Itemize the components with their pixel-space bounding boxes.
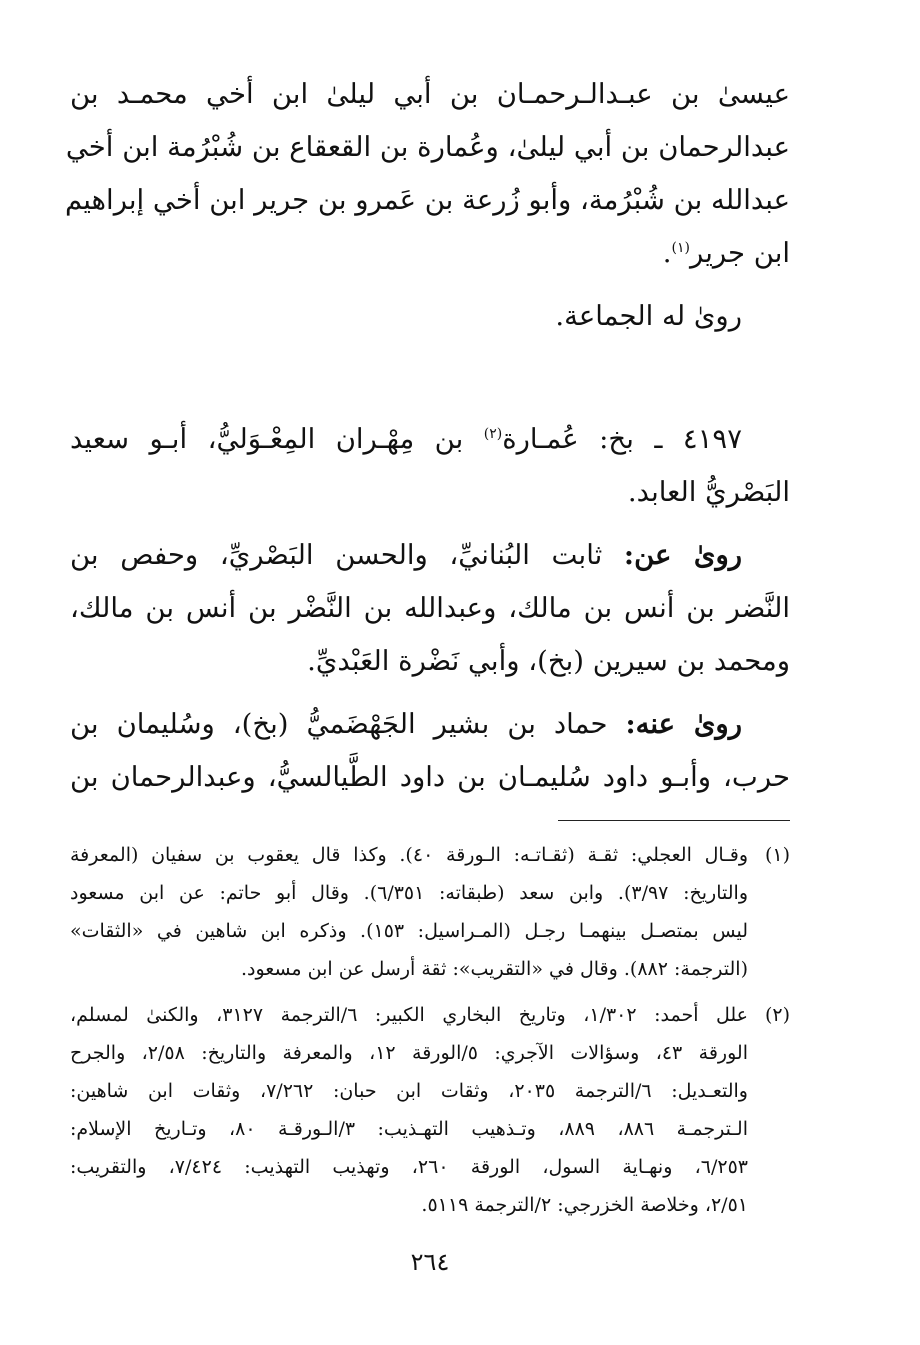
footnote-line: علل أحمد: ١/٣٠٢، وتاريخ البخاري الكبير: ٦/الترجمة ٣١٢٧، والكنىٰ لمسلم، (70, 1004, 748, 1026)
text-line (70, 529, 790, 582)
entry-name: عُمـارة (502, 423, 579, 455)
text-line: عيسىٰ بن عبـدالـرحمـان بن أبي ليلىٰ ابن أخي محمـد بن (70, 78, 790, 110)
text-segment: ابن جرير (690, 237, 790, 269)
footnote-line: ٢/٥١، وخلاصة الخزرجي: ٢/الترجمة ٥١١٩. (421, 1194, 748, 1216)
narrated-from-label: روىٰ عن: (623, 539, 743, 571)
text-segment: ثابت البُنانيِّ، والحسن البَصْريِّ، وحفص بن (70, 539, 603, 571)
text-segment: حماد بن بشير الجَهْضَميُّ (بخ)، وسُليمان بن (70, 708, 608, 740)
riwaya-paragraph (70, 290, 790, 343)
footnote-body (70, 836, 748, 988)
footnote-divider (558, 820, 790, 821)
footnote-line: والتعـديل: ٦/الترجمة ٢٠٣٥، وثقات ابن حبان: ٧/٢٦٢، وثقات ابن شاهين: (70, 1080, 748, 1102)
entry-name-rest: بن مِهْـران المِعْـوَليُّ، أبـو سعيد (70, 423, 464, 455)
footnote-line: الورقة ٤٣، وسؤالات الآجري: ٥/الورقة ١٢، والمعرفة والتاريخ: ٢/٥٨، والجرح (70, 1042, 748, 1064)
text-line (70, 698, 790, 751)
text-line: عبدالرحمان بن أبي ليلىٰ، وعُمارة بن القعقاع بن شُبْرُمة ابن أخي (65, 131, 790, 163)
entry-number: ٤١٩٧ ـ بخ: (599, 423, 742, 455)
footnote (70, 996, 790, 1224)
riwaya-line: روىٰ له الجماعة. (555, 300, 742, 332)
entry-title-line: البَصْريُّ العابد. (627, 476, 790, 508)
footnote-reference[interactable]: (١) (671, 239, 691, 256)
narrated-by-paragraph (70, 698, 790, 804)
text-line: حرب، وأبـو داود سُليمـان بن داود الطَّيالسيُّ، وعبدالرحمان بن (70, 761, 790, 793)
footnote-line: (الترجمة: ٨٨٢). وقال في «التقريب»: ثقة أرسل عن ابن مسعود. (240, 958, 748, 980)
book-page (64, 68, 790, 1298)
footnote-number: (١) (764, 844, 790, 866)
footnotes-section (70, 836, 790, 1232)
footnote-body (70, 996, 748, 1224)
text-line: ومحمد بن سيرين (بخ)، وأبي نَضْرة العَبْديِّ. (307, 645, 790, 677)
text-line (70, 227, 790, 280)
footnote-line: وقـال العجلي: ثقـة (ثقـاتـه: الـورقة ٤٠). وكذا قال يعقوب بن سفيان (المعرفة (70, 844, 748, 866)
period-mark: . (662, 237, 672, 269)
entry-separator (70, 353, 790, 413)
narrated-by-label: روىٰ عنه: (625, 708, 742, 740)
text-line: عبدالله بن شُبْرُمة، وأبو زُرعة بن عَمرو بن جرير ابن أخي إبراهيم (64, 184, 790, 216)
footnote-line: والتاريخ: ٣/٩٧). وابن سعد (طبقاته: ٦/٣٥١). وقال أبو حاتم: عن ابن مسعود (70, 882, 748, 904)
continuation-paragraph (64, 68, 790, 280)
entry-heading (70, 413, 790, 519)
page-number: ٢٦٤ (410, 1248, 450, 1276)
footnote-number: (٢) (764, 1004, 790, 1026)
footnote-line: ليس بمتصـل بينهمـا رجـل (المـراسيل: ١٥٣). وذكره ابن شاهين في «الثقات» (70, 920, 748, 942)
footnote (70, 836, 790, 988)
text-line: النَّضر بن أنس بن مالك، وعبدالله بن النَّضْر بن أنس بن مالك، (70, 592, 790, 624)
entry-title-line (70, 413, 790, 466)
footnote-reference[interactable]: (٢) (483, 425, 503, 442)
narrated-from-paragraph (70, 529, 790, 688)
footnote-line: الـترجمـة ٨٨٦، ٨٨٩، وتـذهيب التهـذيب: ٣/الـورقـة ٨٠، وتـاريخ الإسلام: (70, 1118, 748, 1140)
footnote-line: ٦/٢٥٣، ونهـاية السول، الورقة ٢٦٠، وتهذيب التهذيب: ٧/٤٢٤، والتقريب: (70, 1156, 748, 1178)
